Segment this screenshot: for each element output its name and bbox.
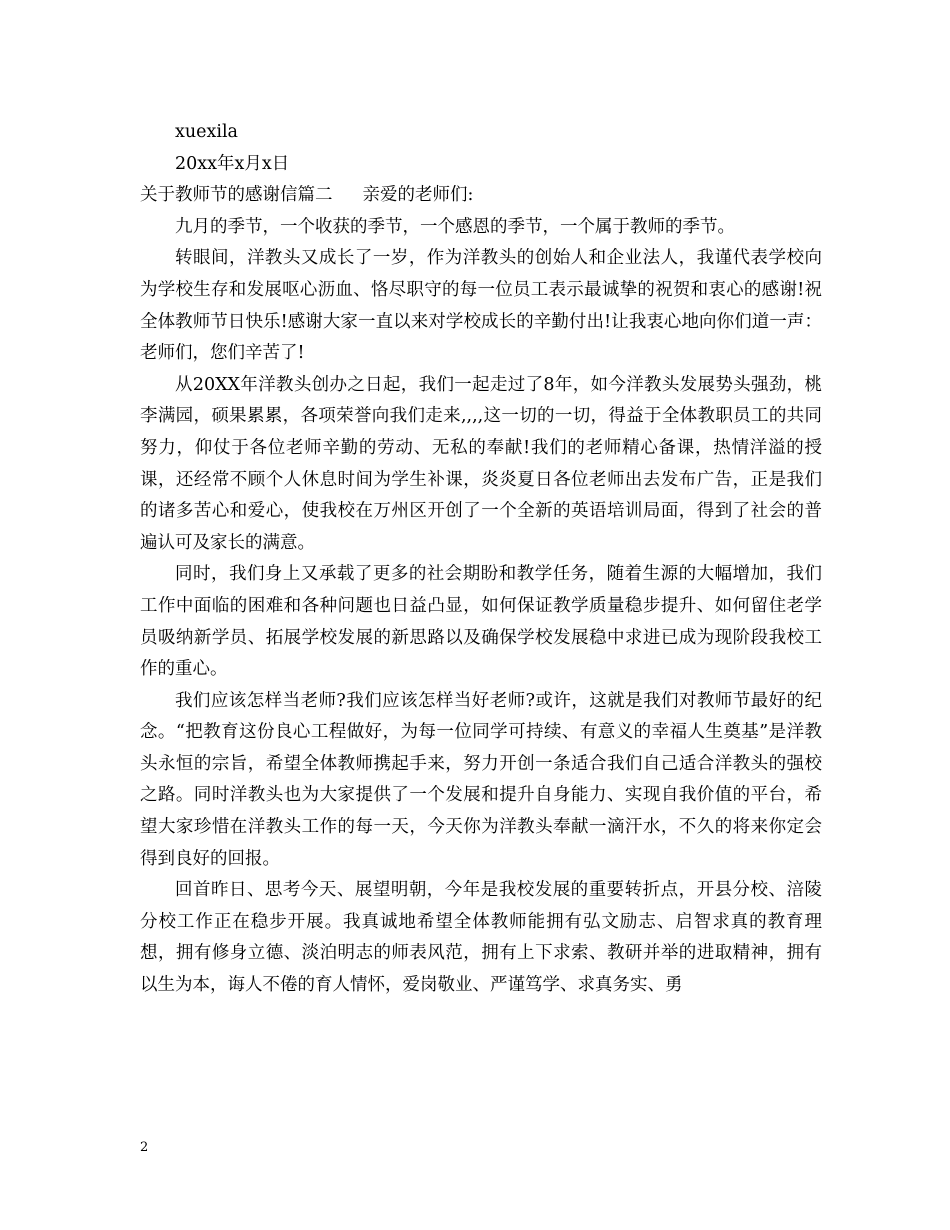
paragraph-5: 我们应该怎样当老师?我们应该怎样当好老师?或许，这就是我们对教师节最好的纪念。“把教育这份良心工程做好，为每一位同学可持续、有意义的幸福人生奠基”是洋教头永恒的宗旨，希望全体教师携起手来，努力开创一条适合我们自己适合洋教头的强校之路。同时洋教头也为大家提供了一个发展和提升自身能力、实现自我价值的平台，希望大家珍惜在洋教头工作的每一天，今天你为洋教头奉献一滴汗水，不久的将来你定会得到良好的回报。 [140, 690, 822, 869]
paragraph-1: 九月的季节，一个收获的季节，一个感恩的季节，一个属于教师的季节。 [175, 216, 735, 237]
paragraph-6: 回首昨日、思考今天、展望明朝，今年是我校发展的重要转折点，开县分校、涪陵分校工作正在稳步开展。我真诚地希望全体教师能拥有弘文励志、启智求真的教育理想，拥有修身立德、淡泊明志的师表风范，拥有上下求索、教研并举的进取精神，拥有以生为本，诲人不倦的育人情怀，爱岗敬业、严谨笃学、求真务实、勇 [140, 880, 822, 996]
paragraph-3: 从20XX年洋教头创办之日起，我们一起走过了8年，如今洋教头发展势头强劲，桃李满园，硕果累累，各项荣誉向我们走来,,,,这一切的一切，得益于全体教职员工的共同努力，仰仗于各位老师辛勤的劳动、无私的奉献!我们的老师精心备课，热情洋溢的授课，还经常不顾个人休息时间为学生补课，炎炎夏日各位老师出去发布广告，正是我们的诸多苦心和爱心，使我校在万州区开创了一个全新的英语培训局面，得到了社会的普遍认可及家长的满意。 [140, 374, 822, 553]
letter-greeting: 亲爱的老师们: [362, 185, 474, 206]
paragraph-2: 转眼间，洋教头又成长了一岁，作为洋教头的创始人和企业法人，我谨代表学校向为学校生存和发展呕心沥血、恪尽职守的每一位员工表示最诚挚的祝贺和衷心的感谢!祝全体教师节日快乐!感谢大家一直以来对学校成长的辛勤付出!让我衷心地向你们道一声：老师们，您们辛苦了! [140, 248, 822, 364]
signature-name: xuexila [175, 122, 238, 142]
letter-heading [140, 180, 822, 212]
signature-date: 20xx年x月x日 [175, 153, 290, 174]
letter-body [140, 117, 822, 1002]
paragraph-4: 同时，我们身上又承载了更多的社会期盼和教学任务，随着生源的大幅增加，我们工作中面临的困难和各种问题也日益凸显，如何保证教学质量稳步提升、如何留住老学员吸纳新学员、拓展学校发展的新思路以及确保学校发展稳中求进已成为现阶段我校工作的重心。 [140, 564, 822, 680]
letter-title: 关于教师节的感谢信篇二 [140, 185, 333, 206]
page-number: 2 [140, 1140, 149, 1155]
